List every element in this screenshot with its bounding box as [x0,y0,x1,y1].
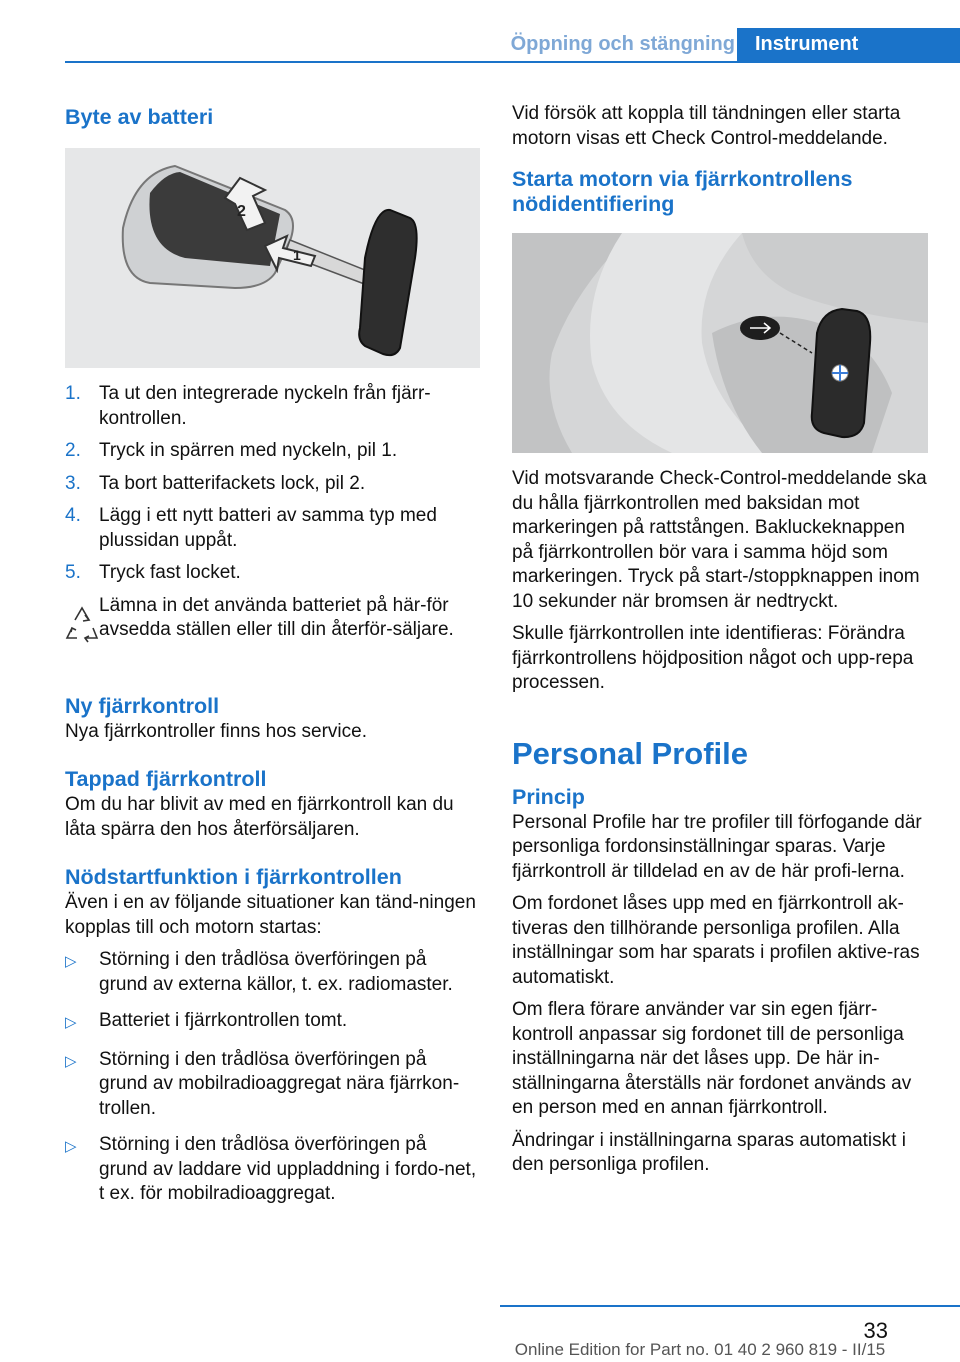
emergency-start-retry: Skulle fjärrkontrollen inte identifieras: Förändra fjärrkontrollens höjdposition något och upp-repa processen. [512,623,914,693]
emergency-start-heading: Nödstartfunktion i fjärrkontrollen [65,865,402,889]
emergency-start-instructions: Vid motsvarande Check-Control-meddelande ska du hålla fjärrkontrollen med baksidan mot markeringen på rattstången. Bakluckeknappen på fjärrkontrollen bör vara i samma höjd som markeringen. Tryck på start-/stoppknappen inom 10 sekunder när bromsen är nedtryckt. [512,468,927,612]
edition-text: Online Edition for Part no. 01 40 2 960 819 - II/15 [514,1340,886,1359]
step-number: 4. [65,505,81,526]
emergency-identification-heading: Starta motorn via fjärrkontrollens nödidentifiering [512,167,853,216]
principle-paragraph-3: Om flera förare använder var sin egen fjärr-kontroll anpassar sig fordonet till de personliga inställningarna när det låses upp. De här in-ställningarna återställs när fordonet används av en person med en annan fjärrkontroll. [512,999,912,1118]
personal-profile-heading: Personal Profile [512,735,749,771]
step-number: 3. [65,472,81,494]
list-item [65,1133,480,1207]
triangle-bullet-icon: ▷ [65,1138,77,1155]
lost-remote-heading: Tappad fjärrkontroll [65,767,267,791]
list-item [65,504,480,553]
principle-paragraph-2: Om fordonet låses upp med en fjärrkontroll ak-tiveras den tillhörande personliga profilen. Alla inställningar som har sparats i profilen aktive-ras automatiskt. [512,893,920,988]
recycle-note [65,594,480,663]
list-item [65,1009,480,1036]
recycle-note-text: Lämna in det använda batteriet på här-för avsedda ställen eller till din återför-säljare. [99,594,454,640]
step-text: Ta bort batterifackets lock, pil 2. [99,472,366,494]
step-number: 5. [65,562,81,583]
list-item [65,472,480,497]
footer-rule [500,1305,960,1307]
emergency-bullets [65,948,480,1207]
step-text: Ta ut den integrerade nyckeln från fjärr-kontrollen. [99,383,431,429]
bullet-text: Störning i den trådlösa överföringen på grund av laddare vid uppladdning i fordo-net, t ex. för mobilradioaggregat. [99,1134,477,1204]
list-item [65,948,480,997]
svg-text:1: 1 [293,247,301,263]
step-number: 2. [65,440,81,461]
triangle-bullet-icon: ▷ [65,1052,77,1070]
principle-paragraph-1: Personal Profile har tre profiler till förfogande där personliga fordonsinställningar sparas. Varje fjärrkontroll är tilldelad en av de här profi-lerna. [512,811,922,882]
step-text: Tryck in spärren med nyckeln, pil 1. [99,440,398,461]
battery-steps [65,382,480,586]
list-item [65,439,480,464]
bullet-text: Batteriet i fjärrkontrollen tomt. [99,1010,348,1031]
right-column [512,100,930,1178]
list-item [65,382,480,431]
step-text: Tryck fast locket. [99,562,241,583]
bullet-text: Störning i den trådlösa överföringen på grund av externa källor, t. ex. radiomaster. [99,949,453,995]
header-rule [65,61,960,63]
step-text: Lägg i ett nytt batteri av samma typ med plussidan uppåt. [99,505,437,551]
principle-paragraph-4: Ändringar i inställningarna sparas automatiskt i den personliga profilen. [512,1129,906,1175]
list-item [65,1048,480,1122]
left-column [65,100,480,1207]
step-number: 1. [65,383,81,404]
header-section-title: Öppning och stängning [510,33,735,55]
new-remote-heading: Ny fjärrkontroll [65,693,220,718]
battery-heading: Byte av batteri [65,105,214,129]
triangle-bullet-icon: ▷ [65,953,77,970]
steering-column-illustration [512,233,928,453]
principle-heading: Princip [512,784,585,809]
emergency-start-text: Även i en av följande situationer kan tänd-ningen kopplas till och motorn startas: [65,892,476,938]
triangle-bullet-icon: ▷ [65,1014,77,1031]
recycle-icon [65,594,99,663]
page-number: 33 [863,1318,888,1343]
check-control-intro: Vid försök att koppla till tändningen eller starta motorn visas ett Check Control-meddelande. [512,103,901,149]
new-remote-text: Nya fjärrkontroller finns hos service. [65,720,367,742]
list-item [65,561,480,586]
bullet-text: Störning i den trådlösa överföringen på grund av mobilradioaggregat nära fjärrkon-trollen. [99,1048,460,1119]
header-tab: Instrument [737,28,960,61]
key-battery-illustration [65,148,480,368]
svg-text:2: 2 [237,203,246,220]
lost-remote-text: Om du har blivit av med en fjärrkontroll kan du låta spärra den hos återförsäljaren. [65,794,454,840]
